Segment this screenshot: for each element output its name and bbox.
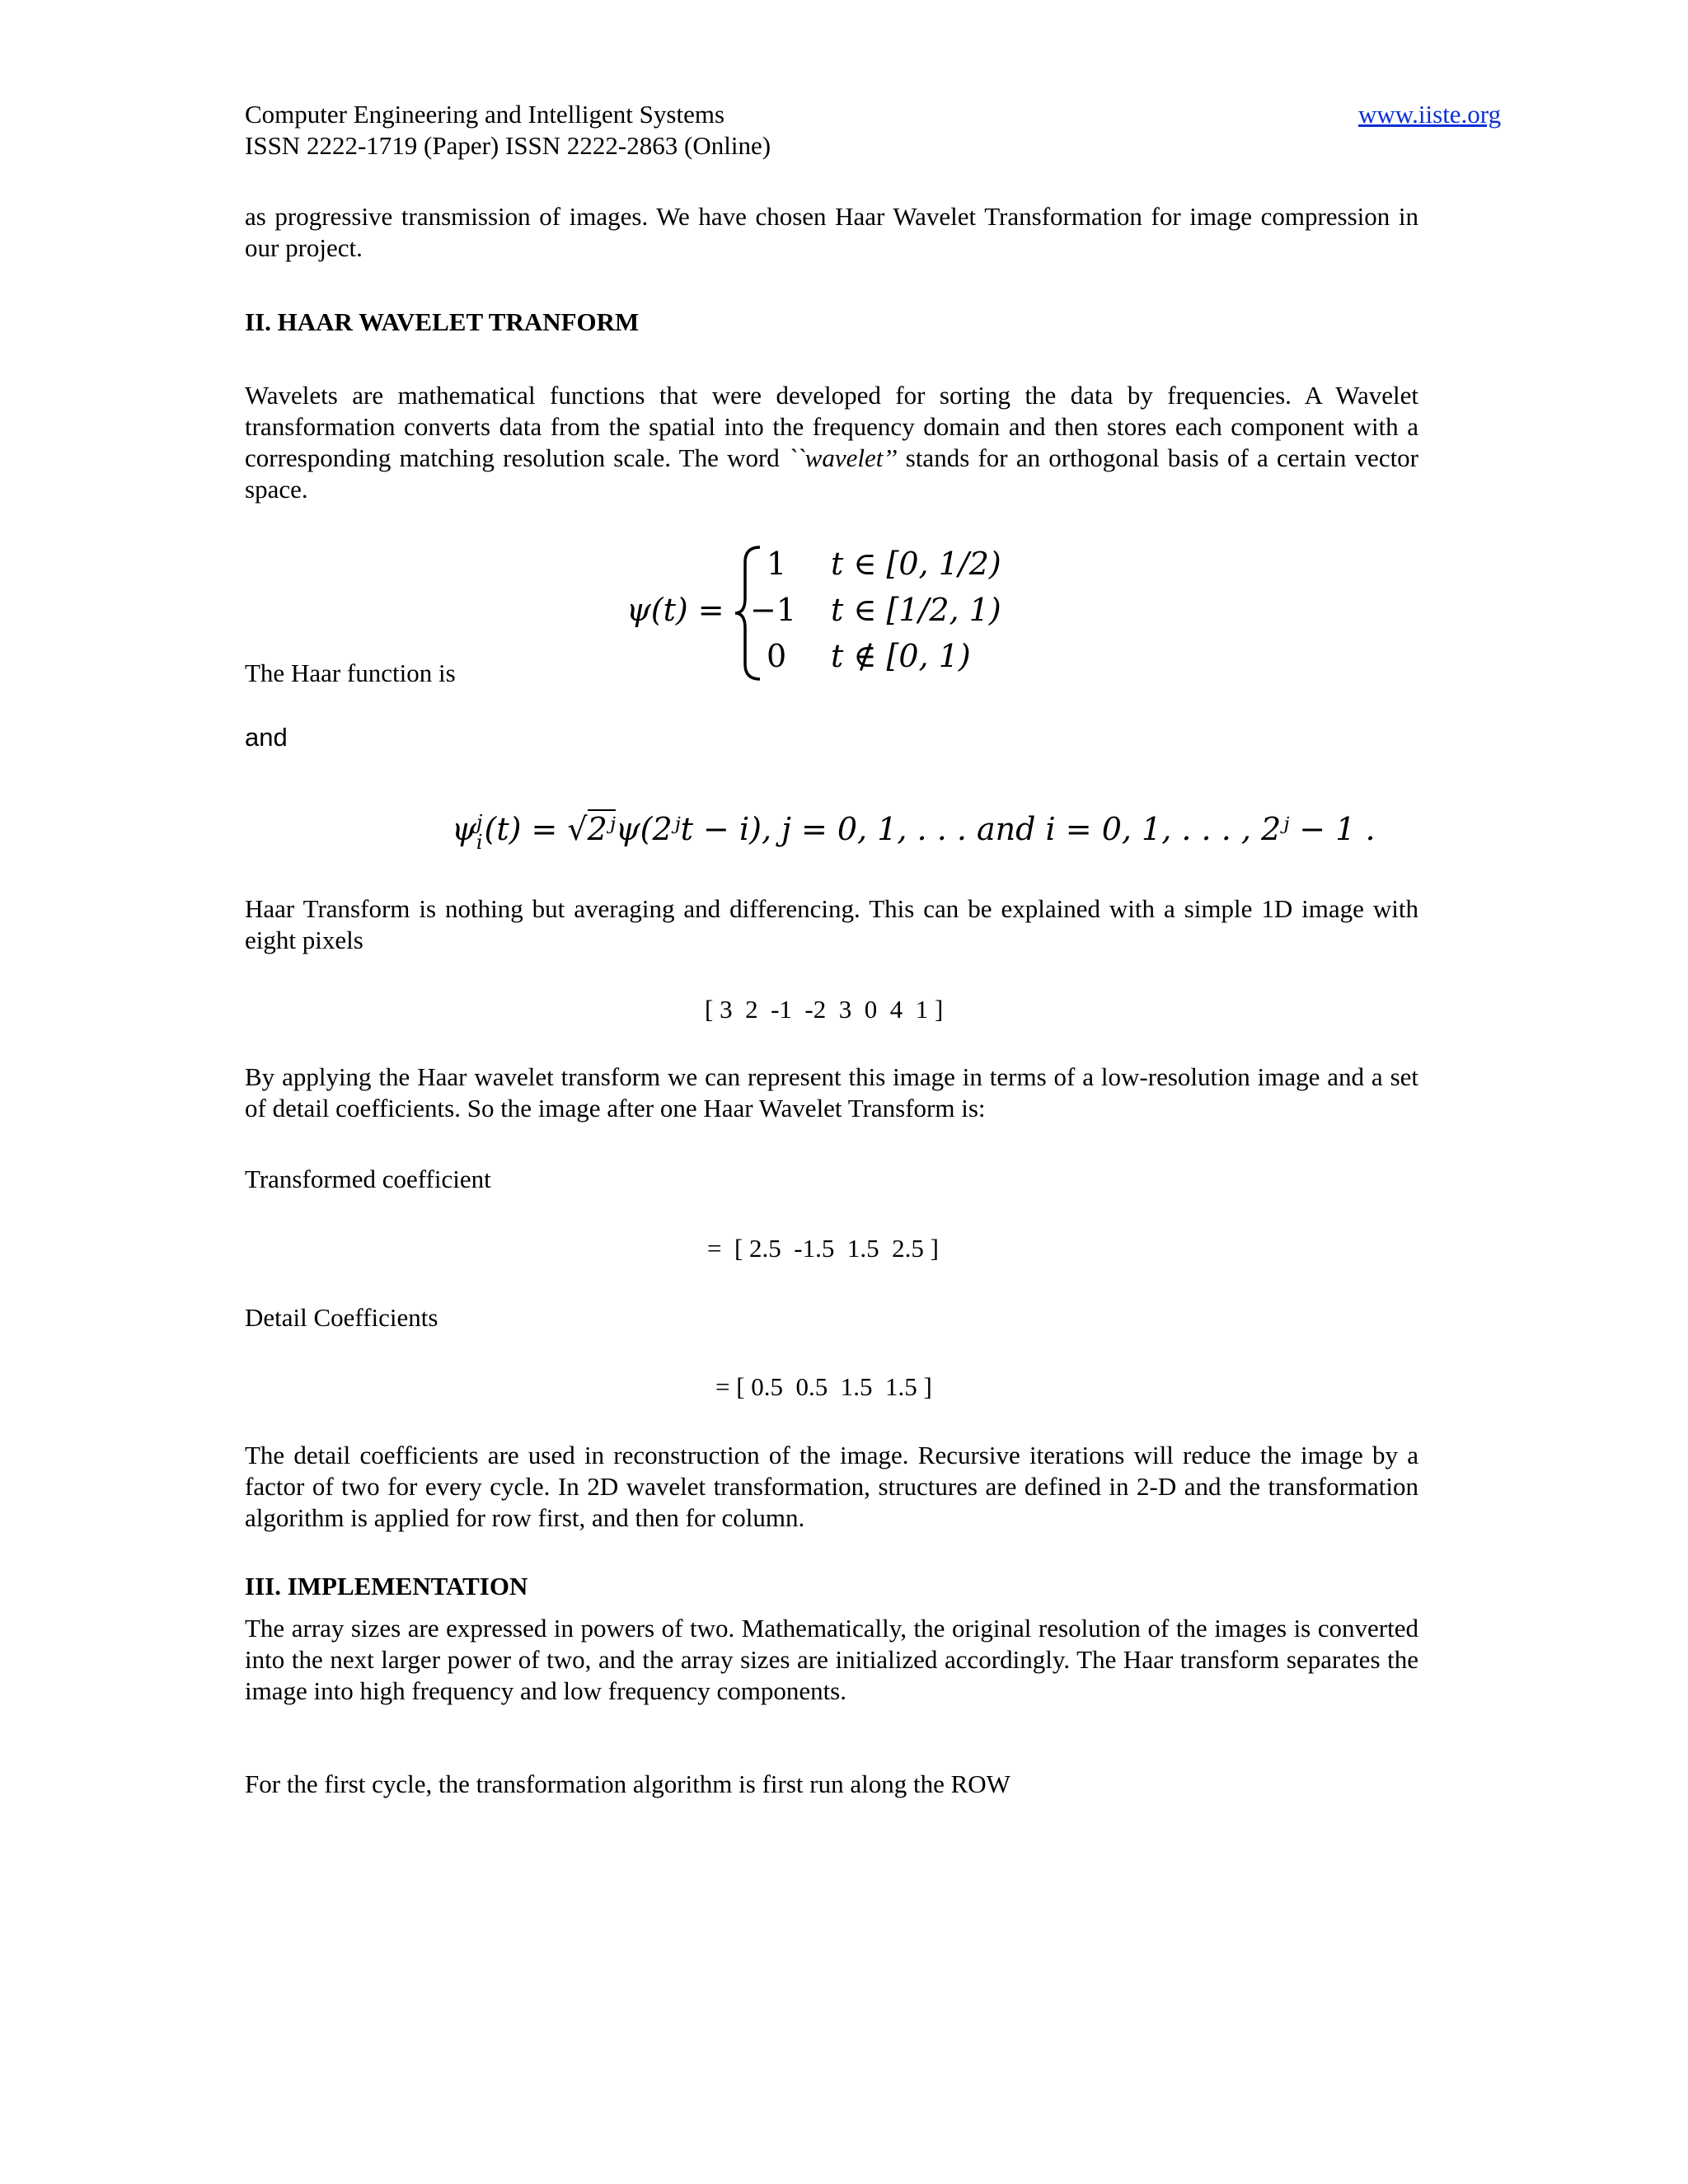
- detail-coefficients-label: Detail Coefficients: [245, 1303, 438, 1332]
- section-heading-implementation: III. IMPLEMENTATION: [245, 1572, 528, 1601]
- scaled-sub: i: [476, 830, 483, 854]
- haar-case-2-condition: t ∈ [1/2, 1): [831, 592, 1001, 628]
- haar-case-1-value: 1: [767, 546, 787, 582]
- scaled-t: (t) =: [484, 811, 568, 847]
- issn-line: ISSN 2222-1719 (Paper) ISSN 2222-2863 (Online): [245, 131, 771, 160]
- pixel-array: [ 3 2 -1 -2 3 0 4 1 ]: [705, 995, 944, 1024]
- haar-case-1-condition: t ∈ [0, 1/2): [831, 546, 1001, 582]
- section-heading-haar: II. HAAR WAVELET TRANFORM: [245, 307, 640, 336]
- applying-paragraph: By applying the Haar wavelet transform we can represent this image in terms of a low-resolution image and a set of detail coefficients. So the image after one Haar Wavelet Transform is:: [245, 1062, 1418, 1122]
- transformed-coefficient-label: Transformed coefficient: [245, 1165, 491, 1193]
- sqrt-sign-icon: √: [567, 811, 588, 847]
- first-cycle-paragraph: For the first cycle, the transformation algorithm is first run along the ROW: [245, 1769, 1010, 1798]
- scaled-sup: j: [476, 810, 483, 834]
- wavelet-para-after: stands for an orthogonal basis of a certain vector space.: [245, 443, 1419, 504]
- wavelet-paragraph: [245, 380, 1418, 505]
- detail-values: = [ 0.5 0.5 1.5 1.5 ]: [715, 1372, 932, 1401]
- wavelet-word: ``wavelet’’: [788, 443, 898, 472]
- transformed-values: = [ 2.5 -1.5 1.5 2.5 ]: [707, 1234, 939, 1263]
- haar-equation-lhs: [626, 592, 724, 628]
- implementation-paragraph: The array sizes are expressed in powers of two. Mathematically, the original resolution of the images is converted into the next larger power of two, and the array sizes are initialized accordingly. The Haar transform separates the image into high frequency and low frequency components.: [245, 1614, 1418, 1705]
- journal-title: Computer Engineering and Intelligent Systems: [245, 100, 725, 129]
- scaled-rest: ψ(2ʲt − i), j = 0, 1, . . . and i = 0, 1, . . . , 2ʲ − 1 .: [615, 811, 1376, 847]
- intro-paragraph: as progressive transmission of images. We have chosen Haar Wavelet Transformation for image compression in our project.: [245, 202, 1418, 262]
- haar-case-3-condition: t ∉ [0, 1): [831, 638, 971, 674]
- haar-lhs-text: ψ(t) =: [626, 592, 724, 628]
- wavelet-para-before: Wavelets are mathematical functions that were developed for sorting the data by frequencies. A Wavelet transformation converts data from the spatial into the frequency domain and then stores each component with a corresponding matching resolution scale. The word: [245, 381, 1418, 472]
- haar-case-3-value: 0: [767, 638, 787, 674]
- scaled-lhs: ψ: [452, 811, 476, 847]
- transform-paragraph: Haar Transform is nothing but averaging and differencing. This can be explained with a simple 1D image with eight pixels: [245, 894, 1418, 954]
- journal-url-link[interactable]: www.iiste.org: [1358, 100, 1502, 129]
- reconstruction-paragraph: The detail coefficients are used in reconstruction of the image. Recursive iterations will reduce the image by a factor of two for every cycle. In 2D wavelet transformation, structures are defined in 2-D and the transformation algorithm is applied for row first, and then for column.: [245, 1441, 1418, 1532]
- scaled-wavelet-equation: [452, 811, 1376, 852]
- and-label: and: [245, 723, 288, 752]
- haar-function-label: The Haar function is: [245, 658, 456, 687]
- sqrt-content: 2ʲ: [587, 811, 616, 847]
- haar-case-2-value: −1: [750, 592, 797, 628]
